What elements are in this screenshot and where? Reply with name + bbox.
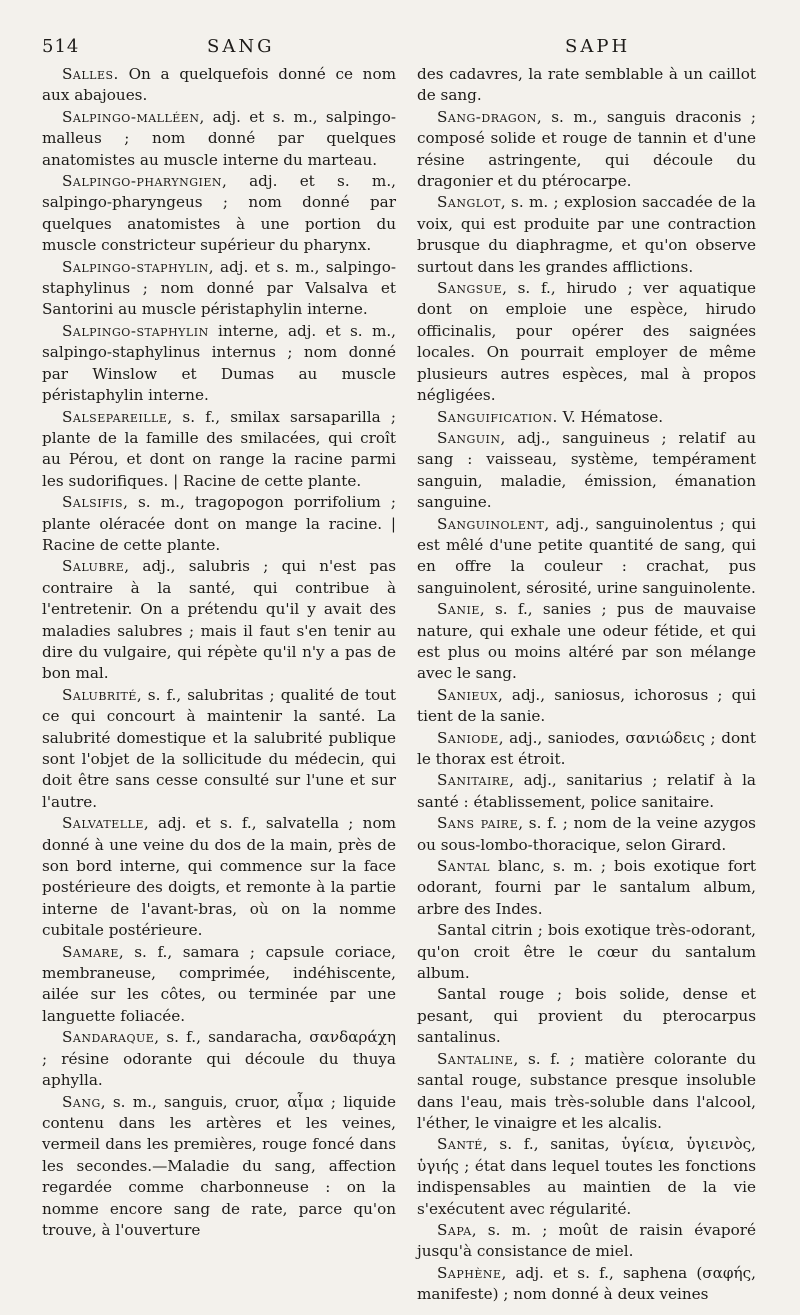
entry-definition: V. Hématose.	[557, 407, 664, 426]
entry-headword: Saniode	[437, 728, 499, 747]
entry-definition: , s. f. ; matière colorante du santal rouge, substance presque insoluble dans l'eau, mais très-soluble dans l'alcool, l'éther, le vinaigre et les alcalis.	[417, 1049, 756, 1132]
entry-headword: Sanguification.	[437, 407, 558, 426]
entry-definition: , adj., salubris ; qui n'est pas contraire à la santé, qui contribue à l'entretenir. On a prétendu qu'il y avait des maladies salubres ; mais il faut s'en tenir au dire du vulgaire, qui répète qu'il n'y a pas de bon mal.	[42, 557, 396, 683]
entry-headword: Santaline	[437, 1049, 514, 1068]
right-column	[417, 64, 756, 1306]
dictionary-entry	[417, 107, 756, 193]
entry-definition: , s. f. ; nom de la veine azygos ou sous-lombo-thoracique, selon Girard.	[417, 814, 756, 854]
entry-headword: Saphène	[437, 1263, 502, 1282]
dictionary-entry	[42, 257, 396, 321]
entry-definition: , s. m. ; explosion saccadée de la voix, qui est produite par une contraction brusque du diaphragme, et qu'on observe surtout dans les grandes afflictions.	[417, 193, 756, 276]
entry-headword: Salpingo-malléen	[62, 107, 200, 126]
entry-definition: interne, adj. et s. m., salpingo-staphylinus internus ; nom donné par Winslow et Dumas au muscle péristaphylin interne.	[42, 321, 396, 405]
dictionary-entry	[42, 556, 396, 684]
running-header	[42, 36, 760, 62]
entry-headword: Salles.	[62, 65, 119, 83]
dictionary-entry	[42, 492, 396, 556]
entry-headword: Samare	[62, 942, 119, 961]
dictionary-entry	[417, 1220, 756, 1263]
dictionary-entry	[42, 64, 396, 107]
dictionary-entry	[417, 1263, 756, 1306]
entry-headword: Sang	[62, 1092, 101, 1111]
entry-definition: , adj. et s. m., salpingo-pharyngeus ; nom donné par quelques anatomistes à une portion du muscle constricteur supérieur du pharynx.	[42, 172, 396, 255]
entry-headword: Sanguinolent	[437, 514, 545, 533]
entry-definition: des cadavres, la rate semblable à un caillot de sang.	[417, 65, 756, 105]
entry-definition: , s. f., smilax sarsaparilla ; plante de la famille des smilacées, qui croît au Pérou, et dont on range la racine parmi les sudorifiques. | Racine de cette plante.	[42, 407, 396, 490]
entry-definition: On a quelquefois donné ce nom aux abajoues.	[42, 65, 396, 105]
entry-definition: , s. m., sanguis, cruor, αἷμα ; liquide contenu dans les artères et les veines, vermeil dans les premières, rouge foncé dans les secondes.—Maladie du sang, affection regardée comme charbonneuse : on la nomme encore sang de rate, parce qu'on trouve, à l'ouverture	[42, 1092, 396, 1239]
dictionary-entry	[417, 514, 756, 600]
dictionary-entry	[417, 64, 756, 107]
entry-headword: Salvatelle	[62, 814, 144, 833]
dictionary-entry	[42, 942, 396, 1028]
entry-definition: , s. f., sanitas, ὑγίεια, ὑγιεινὸς, ὑγιής ; état dans lequel toutes les fonctions indispensables au maintien de la vie s'exécutent avec régularité.	[417, 1135, 756, 1218]
dictionary-entry	[42, 1027, 396, 1091]
dictionary-entry	[417, 278, 756, 406]
entry-definition: , adj. et s. m., salpingo-malleus ; nom donné par quelques anatomistes au muscle interne du marteau.	[42, 107, 396, 169]
entry-definition: , adj., sanguinolentus ; qui est mêlé d'une petite quantité de sang, qui en offre la couleur : crachat, pus sanguinolent, sérosité, urine sanguinolente.	[417, 514, 756, 597]
entry-headword: Santal	[437, 857, 490, 876]
entry-headword: Salsifis	[62, 493, 124, 512]
dictionary-entry	[42, 321, 396, 407]
entry-headword: Salubrité	[62, 685, 137, 704]
entry-headword: Sang-dragon	[437, 107, 537, 126]
dictionary-entry	[417, 685, 756, 728]
dictionary-entry	[42, 407, 396, 493]
entry-definition: , s. m., sanguis draconis ; composé solide et rouge de tannin et d'une résine astringente, qui découle du dragonier et du ptérocarpe.	[417, 107, 756, 191]
dictionary-entry	[417, 813, 756, 856]
entry-definition: , s. f., hirudo ; ver aquatique dont on emploie une espèce, hirudo officinalis, pour opérer des saignées locales. On pourrait employer de même plusieurs autres espèces, mal à propos négligées.	[417, 279, 756, 405]
entry-definition: blanc, s. m. ; bois exotique fort odorant, fourni par le santalum album, arbre des Indes.	[417, 857, 756, 918]
dictionary-entry	[417, 428, 756, 514]
dictionary-entry	[417, 1049, 756, 1135]
entry-headword: Sapa	[437, 1220, 472, 1239]
dictionary-entry	[42, 171, 396, 257]
entry-definition: , adj. et s. f., saphena (σαφής, manifeste) ; nom donné à deux veines	[417, 1263, 756, 1304]
entry-definition: , s. f., sandaracha, σανδαράχη ; résine odorante qui découle du thuya aphylla.	[42, 1028, 396, 1090]
entry-definition: , adj., sanguineus ; relatif au sang : vaisseau, système, tempérament sanguin, maladie, émission, émanation sanguine.	[417, 428, 756, 512]
entry-definition: , s. m. ; moût de raisin évaporé jusqu'à consistance de miel.	[417, 1220, 756, 1261]
left-column	[42, 64, 396, 1241]
dictionary-entry	[42, 1092, 396, 1242]
entry-headword: Salsepareille	[62, 407, 168, 426]
entry-definition: , adj., sanitarius ; relatif à la santé : établissement, police sanitaire.	[417, 771, 756, 811]
dictionary-entry	[417, 856, 756, 920]
entry-headword: Sanglot	[437, 193, 501, 212]
entry-headword: Salubre	[62, 557, 125, 576]
dictionary-entry	[417, 728, 756, 771]
entry-headword: Sans paire	[437, 814, 519, 833]
dictionary-entry	[417, 770, 756, 813]
dictionary-entry	[417, 407, 756, 428]
entry-headword: Salpingo-staphylin	[62, 257, 209, 276]
guide-word-right: SAPH	[565, 36, 631, 57]
dictionary-entry	[417, 192, 756, 278]
entry-headword: Santé	[437, 1135, 483, 1154]
entry-definition: , s. f., salubritas ; qualité de tout ce qui concourt à maintenir la santé. La salubrité domestique et la salubrité publique sont l'objet de la sollicitude du médecin, qui doit être sans cesse consulté sur l'une et sur l'autre.	[42, 685, 396, 811]
entry-definition: Santal rouge ; bois solide, dense et pesant, qui provient du pterocarpus santalinus.	[417, 985, 756, 1047]
dictionary-entry	[417, 1134, 756, 1220]
entry-headword: Sanguin	[437, 428, 501, 447]
dictionary-entry	[42, 107, 396, 171]
entry-definition: , s. f., samara ; capsule coriace, membraneuse, comprimée, indéhiscente, ailée sur les côtes, ou terminée par une languette foliacée.	[42, 942, 396, 1025]
dictionary-entry	[42, 685, 396, 813]
entry-headword: Sanitaire	[437, 771, 510, 790]
guide-word-left: SANG	[207, 36, 275, 57]
entry-definition: Santal citrin ; bois exotique très-odorant, qu'on croit être le cœur du santalum album.	[417, 921, 756, 983]
entry-headword: Sangsue	[437, 279, 503, 298]
dictionary-entry	[417, 984, 756, 1048]
entry-definition: , adj. et s. m., salpingo-staphylinus ; nom donné par Valsalva et Santorini au muscle péristaphylin interne.	[42, 257, 396, 319]
entry-headword: Sanieux	[437, 685, 498, 704]
entry-definition: , adj. et s. f., salvatella ; nom donné à une veine du dos de la main, près de son bord interne, qui commence sur la face postérieure des doigts, et remonte à la partie interne de l'avant-bras, où on la nomme cubitale postérieure.	[42, 814, 396, 940]
dictionary-entry	[417, 920, 756, 984]
entry-headword: Salpingo-staphylin	[62, 321, 209, 340]
entry-definition: , adj., saniosus, ichorosus ; qui tient de la sanie.	[417, 685, 756, 726]
dictionary-entry	[42, 813, 396, 941]
entry-headword: Sandaraque	[62, 1028, 155, 1047]
entry-definition: , adj., saniodes, σανιώδεις ; dont le thorax est étroit.	[417, 728, 756, 768]
entry-headword: Salpingo-pharyngien	[62, 172, 223, 191]
entry-definition: , s. m., tragopogon porrifolium ; plante oléracée dont on mange la racine. | Racine de cette plante.	[42, 493, 396, 554]
entry-definition: , s. f., sanies ; pus de mauvaise nature, qui exhale une odeur fétide, et qui est plus ou moins altéré par son mélange avec le sang.	[417, 600, 756, 683]
page-number: 514	[42, 36, 80, 57]
entry-headword: Sanie	[437, 600, 480, 619]
dictionary-entry	[417, 599, 756, 685]
